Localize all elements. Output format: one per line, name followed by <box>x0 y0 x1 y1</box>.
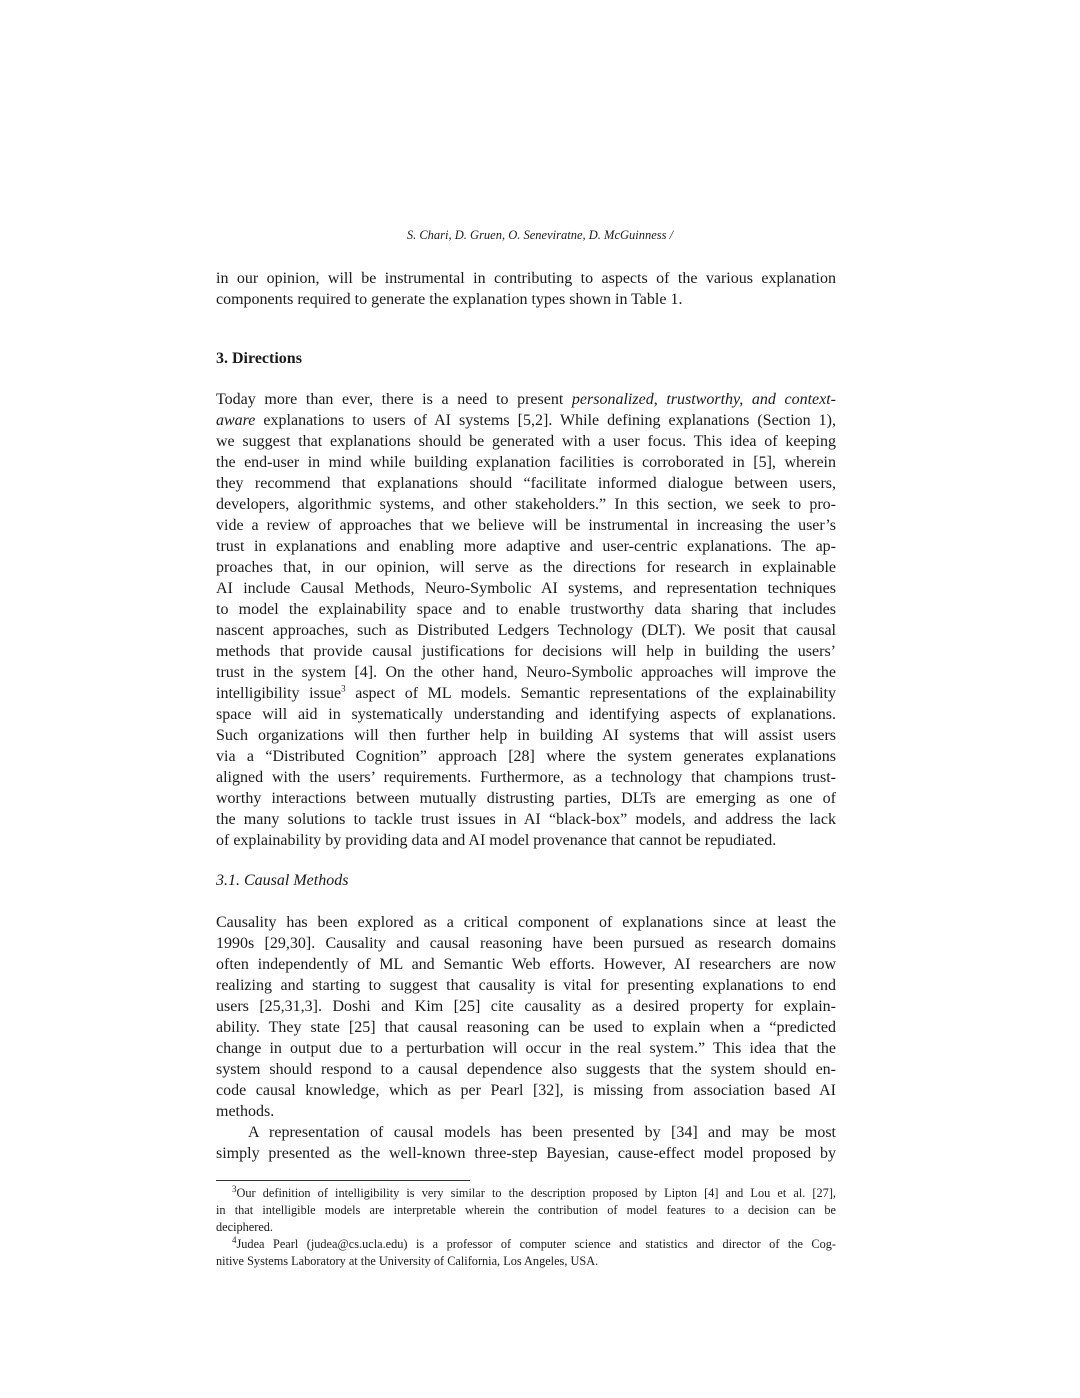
text-line: in that intelligible models are interpretable wherein the contribution of model features to a decision can be <box>216 1203 836 1217</box>
footnotes <box>216 1185 836 1270</box>
text-line: often independently of ML and Semantic Web efforts. However, AI researchers are now <box>216 956 836 973</box>
text-line: 1990s [29,30]. Causality and causal reasoning have been pursued as research domains <box>216 935 836 952</box>
text-line: the end-user in mind while building explanation facilities is corroborated in [5], wherein <box>216 454 836 471</box>
text-line: realizing and starting to suggest that causality is vital for presenting explanations to end <box>216 977 836 994</box>
text-line: via a “Distributed Cognition” approach [28] where the system generates explanations <box>216 748 836 765</box>
text-span: intelligibility issue <box>216 685 342 702</box>
footnote-rule <box>216 1180 470 1181</box>
text-line: Causality has been explored as a critical component of explanations since at least the <box>216 914 836 931</box>
text-line: components required to generate the explanation types shown in Table 1. <box>216 291 683 308</box>
footnote-marker: 3 <box>341 683 346 694</box>
text-span: Judea Pearl (judea@cs.ucla.edu) is a professor of computer science and statistics and director of the Cog- <box>236 1237 836 1251</box>
text-line: to model the explainability space and to enable trustworthy data sharing that includes <box>216 601 836 618</box>
emphasis-text: aware <box>216 412 256 429</box>
text-line: vide a review of approaches that we believe will be instrumental in increasing the user’s <box>216 517 836 534</box>
text-span: Our definition of intelligibility is very similar to the description proposed by Lipton [4] and Lou et al. [27], <box>236 1186 836 1200</box>
text-line: nitive Systems Laboratory at the University of California, Los Angeles, USA. <box>216 1254 599 1268</box>
text-line: aligned with the users’ requirements. Furthermore, as a technology that champions trust- <box>216 769 836 786</box>
text-line: they recommend that explanations should “facilitate informed dialogue between users, <box>216 475 836 492</box>
text-line: of explainability by providing data and AI model provenance that cannot be repudiated. <box>216 832 777 849</box>
text-span: explanations to users of AI systems [5,2]. While defining explanations (Section 1), <box>255 412 836 429</box>
text-line <box>216 410 836 431</box>
running-header: S. Chari, D. Gruen, O. Seneviratne, D. McGuinness / <box>406 228 674 242</box>
text-line: users [25,31,3]. Doshi and Kim [25] cite causality as a desired property for explain- <box>216 998 836 1015</box>
paragraph-causal-models <box>216 1122 836 1164</box>
text-span: aspect of ML models. Semantic representations of the explainability <box>345 685 837 702</box>
text-line: system should respond to a causal dependence also suggests that the system should en- <box>216 1061 836 1078</box>
text-line: change in output due to a perturbation will occur in the real system.” This idea that the <box>216 1040 836 1057</box>
text-line: AI include Causal Methods, Neuro-Symbolic AI systems, and representation techniques <box>216 580 836 597</box>
text-line: methods that provide causal justifications for decisions will help in building the users’ <box>216 643 836 660</box>
footnote-marker: 4 <box>232 1234 237 1245</box>
section-heading: 3. Directions <box>216 350 302 367</box>
text-line: proaches that, in our opinion, will serve as the directions for research in explainable <box>216 559 836 576</box>
text-line: Such organizations will then further help in building AI systems that will assist users <box>216 727 836 744</box>
text-line: in our opinion, will be instrumental in contributing to aspects of the various explanation <box>216 270 836 287</box>
paragraph-directions <box>216 389 836 851</box>
text-line: A representation of causal models has been presented by [34] and may be most <box>248 1124 836 1141</box>
text-line <box>216 1185 836 1202</box>
footnote-marker: 3 <box>232 1183 237 1194</box>
text-line: the many solutions to tackle trust issues in AI “black-box” models, and address the lack <box>216 811 836 828</box>
paragraph-intro <box>216 268 836 310</box>
text-line: simply presented as the well-known three-step Bayesian, cause-effect model proposed by <box>216 1145 836 1162</box>
text-line: nascent approaches, such as Distributed Ledgers Technology (DLT). We posit that causal <box>216 622 836 639</box>
text-line: ability. They state [25] that causal reasoning can be used to explain when a “predicted <box>216 1019 836 1036</box>
subsection-heading: 3.1. Causal Methods <box>216 872 349 889</box>
text-line: deciphered. <box>216 1220 274 1234</box>
text-line <box>216 1236 836 1253</box>
text-line: trust in the system [4]. On the other hand, Neuro-Symbolic approaches will improve the <box>216 664 836 681</box>
paragraph-causality <box>216 912 836 1122</box>
text-line: worthy interactions between mutually distrusting parties, DLTs are emerging as one of <box>216 790 836 807</box>
text-line: space will aid in systematically understanding and identifying aspects of explanations. <box>216 706 836 723</box>
text-line <box>216 389 836 410</box>
text-line: code causal knowledge, which as per Pearl [32], is missing from association based AI <box>216 1082 836 1099</box>
emphasis-text: personalized, trustworthy, and context- <box>571 391 836 408</box>
text-line: methods. <box>216 1103 275 1120</box>
text-span: Today more than ever, there is a need to present <box>216 391 572 408</box>
text-line: we suggest that explanations should be generated with a user focus. This idea of keeping <box>216 433 836 450</box>
text-line: trust in explanations and enabling more adaptive and user-centric explanations. The ap- <box>216 538 836 555</box>
text-line: developers, algorithmic systems, and other stakeholders.” In this section, we seek to pro- <box>216 496 836 513</box>
text-line <box>216 683 836 704</box>
